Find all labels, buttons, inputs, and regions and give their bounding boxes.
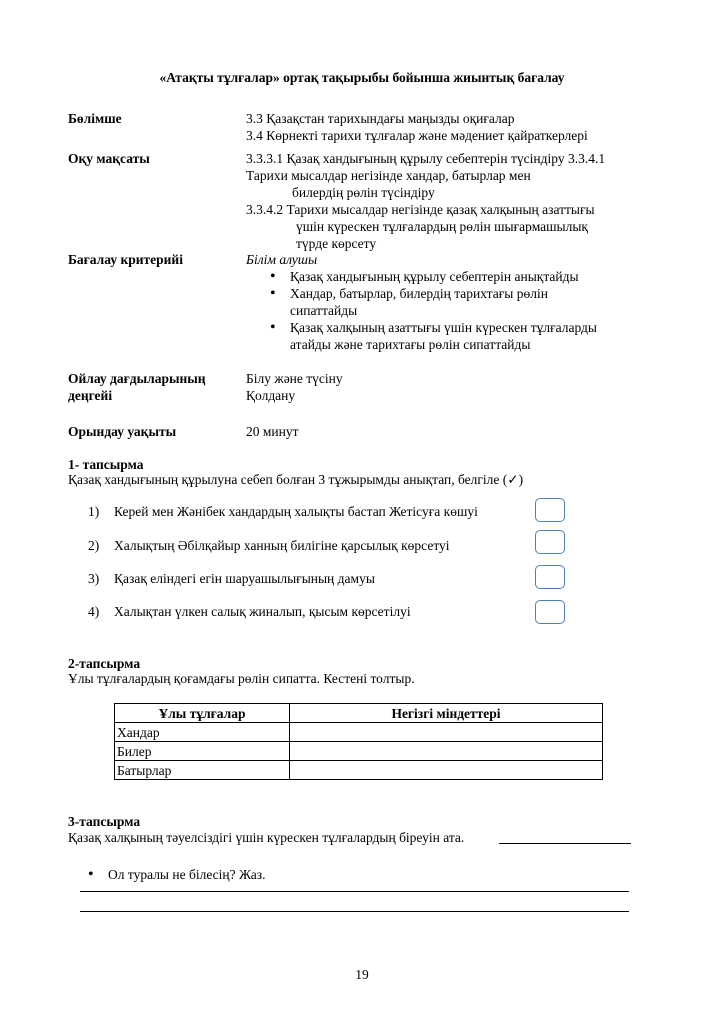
page-number: 19 <box>355 967 369 982</box>
task1-heading: 1- тапсырма <box>68 457 144 472</box>
answer-cell[interactable] <box>290 723 603 742</box>
answer-line[interactable] <box>80 911 629 912</box>
criteria-label: Бағалау критерийі <box>68 252 183 267</box>
thinking-line: Білу және түсіну <box>246 371 343 386</box>
answer-line[interactable] <box>80 891 629 892</box>
section-line: 3.3 Қазақстан тарихындағы маңызды оқиғалар <box>246 111 515 126</box>
criteria-intro: Білім алушы <box>246 252 318 267</box>
thinking-line: Қолдану <box>246 388 296 403</box>
answer-line[interactable] <box>499 843 631 844</box>
thinking-label-line: Ойлау дағдыларының <box>68 371 206 386</box>
task1-item: 4) Халықтан үлкен салық жиналып, қысым көрсетілуі <box>88 604 411 619</box>
objective-line: 3.3.4.2 Тарихи мысалдар негізінде қазақ халқының азаттығы <box>246 202 595 217</box>
criteria-bullet: • Қазақ хандығының құрылу себептерін анықтайды <box>246 268 597 285</box>
column-header: Ұлы тұлғалар <box>115 704 290 723</box>
bullet-icon: • <box>88 866 94 883</box>
criteria-value <box>246 251 597 353</box>
thinking-value <box>246 370 343 404</box>
objective-line: Тарихи мысалдар негізінде хандар, батырлар мен <box>246 168 531 183</box>
task2-heading: 2-тапсырма <box>68 656 141 671</box>
criteria-bullet-cont: сипаттайды <box>290 303 358 318</box>
row-label: Хандар <box>115 723 290 742</box>
row-label: Билер <box>115 742 290 761</box>
task3-instruction: Қазақ халқының тәуелсіздігі үшін күрескен тұлғалардың біреуін ата. <box>68 830 465 845</box>
section-value <box>246 110 588 144</box>
task1-checkbox-2[interactable] <box>535 530 565 554</box>
task1-checkbox-1[interactable] <box>535 498 565 522</box>
table-row <box>115 761 603 780</box>
column-header: Негізгі міндеттері <box>290 704 603 723</box>
roles-table <box>114 703 603 780</box>
table-header-row <box>115 704 603 723</box>
table-row <box>115 742 603 761</box>
answer-cell[interactable] <box>290 761 603 780</box>
criteria-bullet-cont: атайды және тарихтағы рөлін сипаттайды <box>290 337 531 352</box>
thinking-label <box>68 370 206 404</box>
task1-instruction: Қазақ хандығының құрылуна себеп болған 3 тұжырымды анықтап, белгіле (✓) <box>68 472 524 487</box>
criteria-bullet: • Хандар, батырлар, билердің тарихтағы рөлін <box>246 285 597 302</box>
task3-bullet: • Ол туралы не білесің? Жаз. <box>68 866 265 883</box>
task1-item: 2) Халықтың Әбілқайыр ханның билігіне қарсылық көрсетуі <box>88 538 450 553</box>
answer-cell[interactable] <box>290 742 603 761</box>
objective-line: билердің рөлін түсіндіру <box>292 185 435 200</box>
table-row <box>115 723 603 742</box>
section-line: 3.4 Көрнекті тарихи тұлғалар және мәдениет қайраткерлері <box>246 128 588 143</box>
objectives-label: Оқу мақсаты <box>68 151 150 166</box>
task2-instruction: Ұлы тұлғалардың қоғамдағы рөлін сипатта. Кестені толтыр. <box>68 671 415 686</box>
objective-line: түрде көрсету <box>296 236 377 251</box>
row-label: Батырлар <box>115 761 290 780</box>
time-label: Орындау уақыты <box>68 424 177 439</box>
objectives-value <box>246 150 605 252</box>
task1-item: 1) Керей мен Жәнібек хандардың халықты бастап Жетісуға көшуі <box>88 504 478 519</box>
thinking-label-line: деңгейі <box>68 388 113 403</box>
task1-checkbox-3[interactable] <box>535 565 565 589</box>
task3-heading: 3-тапсырма <box>68 814 141 829</box>
section-label: Бөлімше <box>68 111 122 126</box>
objective-line: үшін күрескен тұлғалардың рөлін шығармашылық <box>296 219 588 234</box>
task1-item: 3) Қазақ еліндегі егін шаруашылығының дамуы <box>88 571 375 586</box>
page-title: «Атақты тұлғалар» ортақ тақырыбы бойынша жиынтық бағалау <box>159 70 565 85</box>
time-value: 20 минут <box>246 424 299 439</box>
objective-line: 3.3.3.1 Қазақ хандығының құрылу себептерін түсіндіру 3.3.4.1 <box>246 151 606 166</box>
task1-checkbox-4[interactable] <box>535 600 565 624</box>
criteria-bullet: • Қазақ халқының азаттығы үшін күрескен тұлғаларды <box>246 319 597 336</box>
